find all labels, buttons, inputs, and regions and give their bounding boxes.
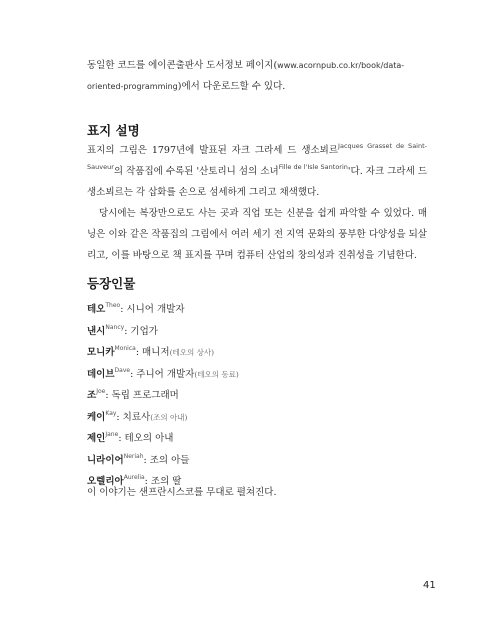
artwork-latin-title: Fille de l'Isle Santorin — [278, 163, 348, 171]
character-item — [87, 385, 239, 407]
character-name: 케이 — [87, 411, 106, 423]
closing-sentence: 이 이야기는 샌프란시스코를 무대로 펼쳐진다. — [87, 487, 277, 498]
character-role: : 조의 딸 — [144, 476, 182, 487]
character-role: : 기업가 — [124, 325, 158, 337]
character-role: : 치료사 — [116, 411, 151, 423]
character-latin-name: Aurelia — [123, 474, 145, 481]
character-note: (테오의 상사) — [169, 348, 215, 357]
character-name: 데이브 — [87, 368, 115, 380]
character-role: : 시니어 개발자 — [120, 304, 185, 315]
character-role: : 조의 아들 — [143, 454, 190, 466]
character-item — [87, 342, 239, 364]
character-item — [87, 299, 239, 321]
cover-text-1: 표지의 그림은 1797년에 발표된 자크 그라세 드 생소뵈르 — [87, 145, 339, 156]
character-name: 조 — [87, 390, 97, 401]
character-name: 제인 — [87, 433, 106, 444]
character-latin-name: Jane — [105, 431, 119, 438]
characters-heading: 등장인물 — [87, 276, 136, 291]
character-latin-name: Monica — [114, 345, 136, 352]
character-note: (테오의 동료) — [194, 369, 239, 379]
download-paragraph — [87, 55, 437, 97]
character-role: : 주니어 개발자 — [130, 368, 195, 380]
character-role: : 매니저 — [135, 347, 170, 358]
character-latin-name: Theo — [105, 302, 121, 309]
character-name: 낸시 — [87, 325, 106, 337]
cover-paragraph-2: 당시에는 복장만으로도 사는 곳과 직업 또는 신분을 쉽게 파악할 수 있었다. 매닝은 이와 같은 작품집의 그림에서 여러 세기 전 지역 문화의 풍부한 다양성을 되살리고, 이를 바탕으로 책 표지를 꾸며 컴퓨터 산업의 창의성과 진취성을 기념한다. — [87, 208, 427, 261]
cover-text-2: 의 작품집에 수록된 '산토리니 섬의 소녀 — [113, 166, 279, 177]
character-latin-name: Joe — [96, 388, 106, 395]
character-item — [87, 321, 239, 343]
cover-paragraph-1 — [87, 140, 427, 203]
intro-text-2: )에서 다운로드할 수 있다. — [177, 81, 286, 92]
intro-text-1: 동일한 코드를 에이콘출판사 도서정보 페이지( — [87, 60, 278, 71]
character-item — [87, 428, 239, 450]
character-latin-name: Neriah — [123, 452, 144, 460]
character-name: 테오 — [87, 304, 106, 315]
characters-list — [87, 299, 239, 493]
character-latin-name: Dave — [114, 366, 131, 374]
cover-text-3: '다. 자크 그라세 드 생소뵈르는 각 삽화를 손으로 섬세하게 그리고 채색했다. — [87, 166, 427, 198]
character-role: : 테오의 아내 — [118, 433, 174, 444]
cover-description — [87, 140, 427, 266]
character-item — [87, 364, 239, 386]
character-name: 오렐리아 — [87, 476, 124, 487]
painter-latin-name: Jacques Grasset de Saint-Sauveur — [87, 142, 427, 171]
character-note: (조의 아내) — [150, 412, 188, 422]
download-url: www.acornpub.co.kr/book/data-oriented-programming — [87, 61, 405, 91]
character-role: : 독립 프로그래머 — [105, 390, 179, 401]
character-item — [87, 450, 239, 472]
character-latin-name: Nancy — [105, 323, 125, 331]
character-latin-name: Kay — [105, 409, 117, 417]
character-name: 니라이어 — [87, 454, 124, 466]
page-number: 41 — [423, 580, 436, 591]
character-name: 모니카 — [87, 347, 115, 358]
cover-heading: 표지 설명 — [87, 123, 140, 138]
character-item — [87, 407, 239, 429]
